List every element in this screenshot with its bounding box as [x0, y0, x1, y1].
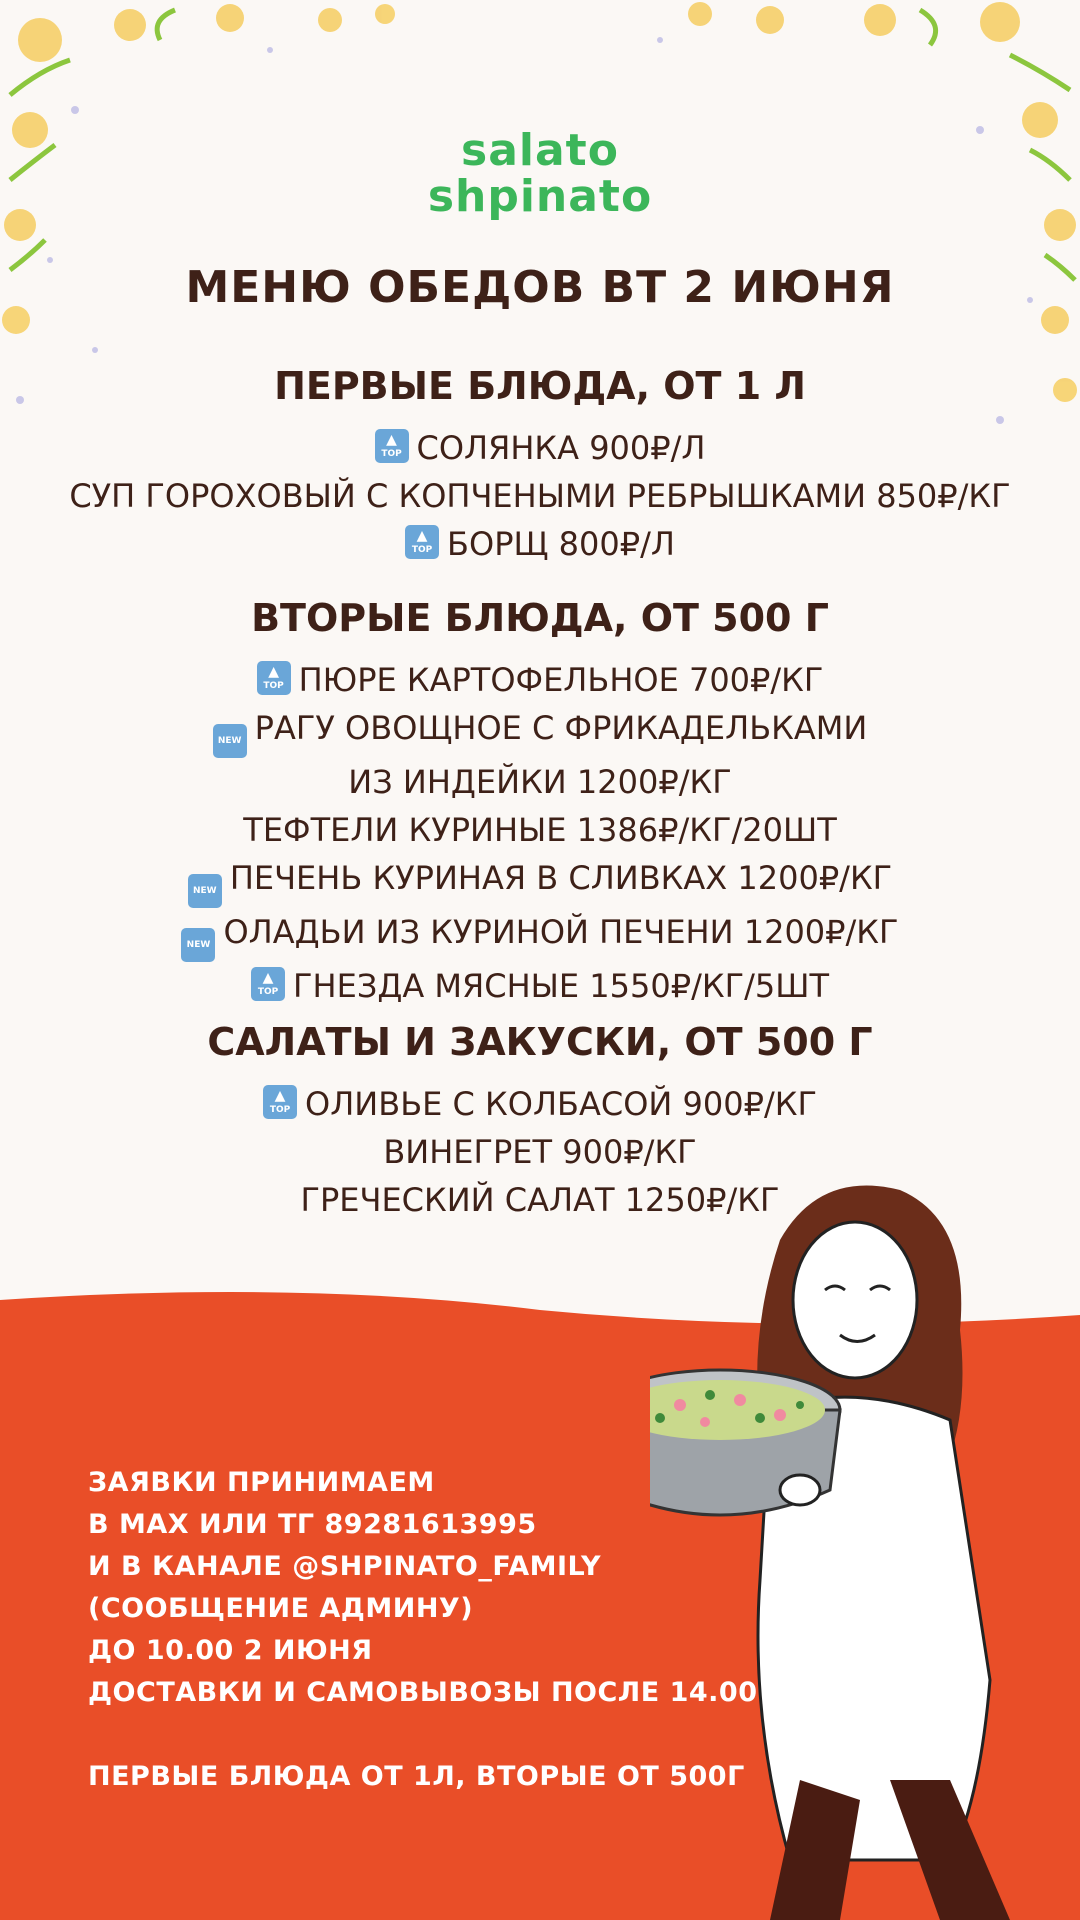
- menu-item: [0, 758, 1080, 806]
- item-list: [0, 424, 1080, 568]
- section-title: ВТОРЫЕ БЛЮДА, ОТ 500 Г: [251, 596, 829, 640]
- menu-item-text: РАГУ ОВОЩНОЕ С ФРИКАДЕЛЬКАМИ: [254, 709, 868, 747]
- badge-label: ▲ TOP: [381, 449, 402, 459]
- menu-item-text: БОРЩ 800₽/Л: [447, 525, 675, 563]
- badge-label: ▲ TOP: [411, 545, 433, 555]
- info-line: ЗАЯВКИ ПРИНИМАЕМ: [88, 1467, 435, 1498]
- menu-item-text: СУП ГОРОХОВЫЙ С КОПЧЕНЫМИ РЕБРЫШКАМИ 850₽/КГ: [69, 477, 1011, 515]
- logo-line-2: shpinato: [427, 171, 653, 222]
- new-badge-icon: [188, 874, 222, 908]
- menu-item-text: ИЗ ИНДЕЙКИ 1200₽/КГ: [348, 763, 732, 801]
- item-list: [0, 656, 1080, 1010]
- top-badge-icon: [257, 661, 291, 695]
- menu-item: [0, 962, 1080, 1010]
- menu-item-text: ТЕФТЕЛИ КУРИНЫЕ 1386₽/КГ/20ШТ: [243, 811, 837, 849]
- menu-item-text: СОЛЯНКА 900₽/Л: [416, 429, 706, 467]
- top-badge-icon: [375, 429, 409, 463]
- menu-item: [0, 472, 1080, 520]
- menu-item: [0, 704, 1080, 758]
- top-badge-icon: [251, 967, 285, 1001]
- cook-illustration: [650, 1160, 1080, 1920]
- section-title: САЛАТЫ И ЗАКУСКИ, ОТ 500 Г: [207, 1020, 873, 1064]
- menu-item-text: ПЕЧЕНЬ КУРИНАЯ В СЛИВКАХ 1200₽/КГ: [229, 859, 893, 897]
- menu-item-text: ОЛАДЬИ ИЗ КУРИНОЙ ПЕЧЕНИ 1200₽/КГ: [223, 913, 899, 951]
- menu-item: [0, 1080, 1080, 1128]
- menu-item: [0, 424, 1080, 472]
- info-line: ДО 10.00 2 ИЮНЯ: [88, 1635, 373, 1666]
- info-line: В MAX ИЛИ ТГ 89281613995: [88, 1509, 537, 1540]
- page-title: МЕНЮ ОБЕДОВ ВТ 2 ИЮНЯ: [185, 262, 895, 313]
- badge-label: NEW: [193, 886, 217, 896]
- brand-logo: [0, 125, 1080, 222]
- new-badge-icon: [213, 724, 247, 758]
- menu-item-text: ГНЕЗДА МЯСНЫЕ 1550₽/КГ/5ШТ: [293, 967, 829, 1005]
- section-title: ПЕРВЫЕ БЛЮДА, ОТ 1 Л: [274, 364, 806, 408]
- top-badge-icon: [263, 1085, 297, 1119]
- info-line: (СООБЩЕНИЕ АДМИНУ): [88, 1593, 474, 1624]
- badge-label: ▲ TOP: [269, 1105, 291, 1115]
- menu-item: [0, 854, 1080, 908]
- top-badge-icon: [405, 525, 439, 559]
- info-line: ДОСТАВКИ И САМОВЫВОЗЫ ПОСЛЕ 14.00: [88, 1677, 758, 1708]
- badge-label: NEW: [217, 736, 242, 746]
- badge-label: NEW: [186, 940, 211, 950]
- menu-item: [0, 806, 1080, 854]
- section-first-courses: [0, 362, 1080, 568]
- info-line: ПЕРВЫЕ БЛЮДА ОТ 1Л, ВТОРЫЕ ОТ 500Г: [88, 1761, 745, 1792]
- logo-line-1: salato: [461, 125, 619, 176]
- badge-label: ▲ TOP: [257, 987, 279, 997]
- menu-item-text: ПЮРЕ КАРТОФЕЛЬНОЕ 700₽/КГ: [298, 661, 824, 699]
- menu-item: [0, 656, 1080, 704]
- badge-label: ▲ TOP: [263, 681, 284, 691]
- new-badge-icon: [181, 928, 215, 962]
- menu-item: [0, 908, 1080, 962]
- menu-item-text: ВИНЕГРЕТ 900₽/КГ: [383, 1133, 697, 1171]
- menu-item: [0, 520, 1080, 568]
- section-main-courses: [0, 594, 1080, 1010]
- menu-item-text: ОЛИВЬЕ С КОЛБАСОЙ 900₽/КГ: [305, 1085, 817, 1123]
- info-line: И В КАНАЛЕ @SHPINATO_FAMILY: [88, 1551, 602, 1582]
- menu-item-text: ГРЕЧЕСКИЙ САЛАТ 1250₽/КГ: [300, 1181, 780, 1219]
